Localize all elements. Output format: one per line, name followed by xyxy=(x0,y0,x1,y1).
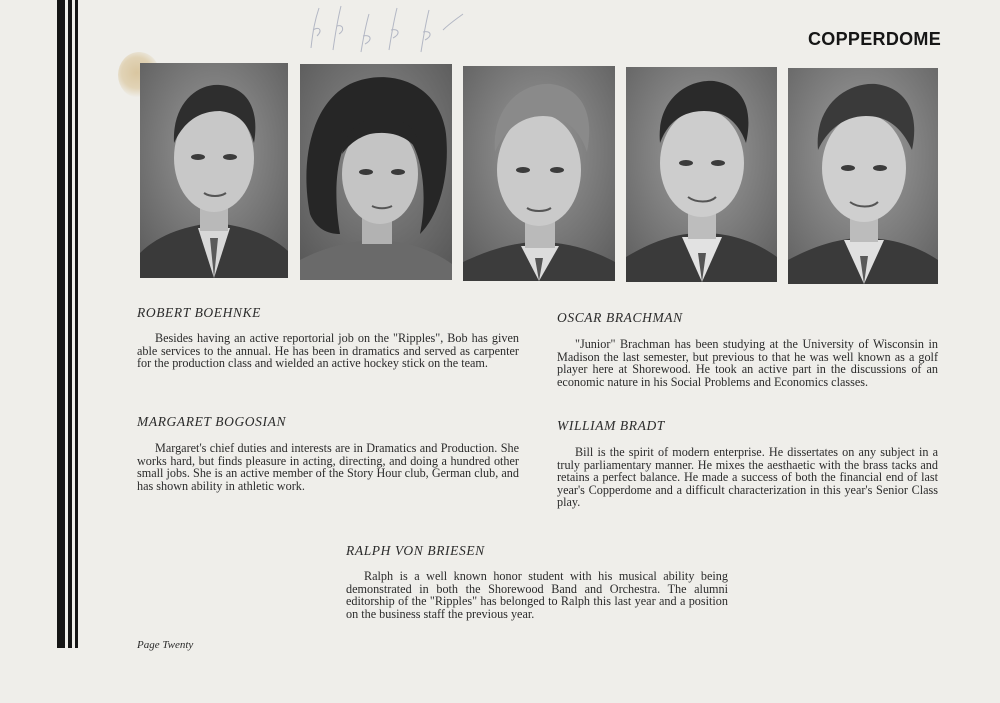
student-bio-william-bradt xyxy=(557,446,938,509)
student-bio-ralph-von-briesen xyxy=(346,570,728,620)
portrait-william-bradt xyxy=(626,67,777,282)
portrait-margaret-bogosian xyxy=(300,64,452,280)
portrait-ralph-von-briesen xyxy=(788,68,938,284)
portrait-robert-boehnke xyxy=(140,63,288,278)
portrait-oscar-brachman xyxy=(463,66,615,281)
student-name-oscar-brachman: OSCAR BRACHMAN xyxy=(557,310,683,325)
bio-text: Besides having an active reportorial job on the "Ripples", Bob has given able services to the annual. He has been in dramatics and served as carpenter for the production class and wielded an active hockey stick on the team. xyxy=(137,331,519,371)
bio-text: Bill is the spirit of modern enterprise. He dissertates on any subject in a truly parliamentary manner. He mixes the aesthaetic with the brass tacks and retains a perfect balance. He made a success of both the financial end of last year's Copperdome and a difficult characterization in this year's Senior Class play. xyxy=(557,445,938,510)
pencil-signature xyxy=(303,0,473,60)
bio-text: Margaret's chief duties and interests are in Dramatics and Production. She works hard, but finds pleasure in acting, directing, and doing a hundred other small jobs. She is an active member of the Story Hour club, German club, and has shown ability in athletic work. xyxy=(137,441,519,493)
student-name-william-bradt: WILLIAM BRADT xyxy=(557,418,665,433)
bio-text: Ralph is a well known honor student with his musical ability being demonstrated in both the Shorewood Band and Orchestra. The alumni editorship of the "Ripples" has belonged to Ralph this last year and a position on the business staff the previous year. xyxy=(346,569,728,621)
student-name-margaret-bogosian: MARGARET BOGOSIAN xyxy=(137,414,287,429)
student-name-robert-boehnke: ROBERT BOEHNKE xyxy=(137,305,262,320)
page-number: Page Twenty xyxy=(137,639,194,651)
student-name-ralph-von-briesen: RALPH VON BRIESEN xyxy=(346,543,485,558)
student-bio-robert-boehnke xyxy=(137,332,519,370)
bio-text: "Junior" Brachman has been studying at the University of Wisconsin in Madison the last semester, but previous to that he was well known as a golf player here at Shorewood. He took an active part in the discussions of an economic nature in his Social Problems and Economics classes. xyxy=(557,337,938,389)
border-stripe-1 xyxy=(57,0,65,648)
border-stripe-2 xyxy=(68,0,72,648)
border-stripe-3 xyxy=(75,0,78,648)
student-bio-margaret-bogosian xyxy=(137,442,519,492)
yearbook-title: COPPERDOME xyxy=(808,29,942,49)
student-bio-oscar-brachman xyxy=(557,338,938,388)
